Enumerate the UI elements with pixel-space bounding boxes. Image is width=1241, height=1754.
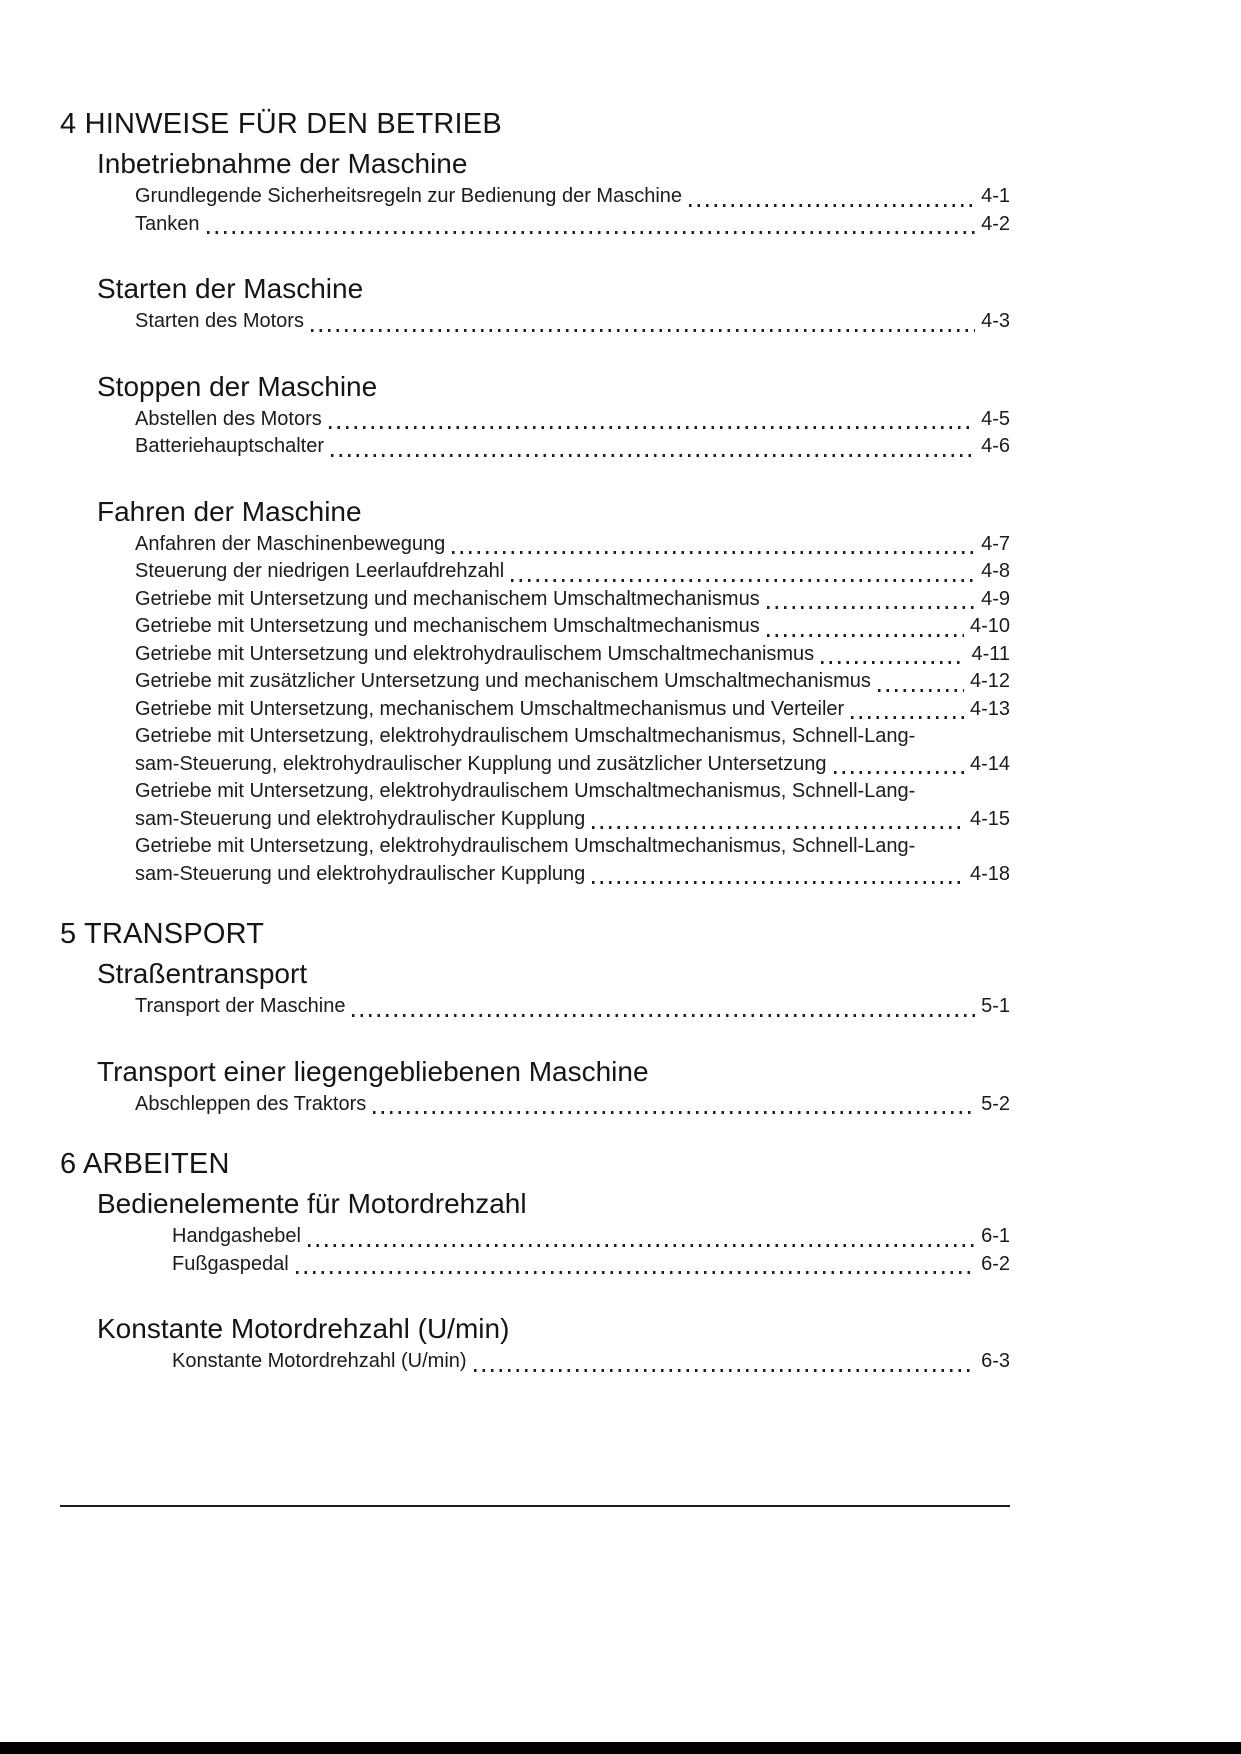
toc-group (60, 1187, 1010, 1278)
group-heading: Transport einer liegengebliebenen Maschine (97, 1055, 649, 1087)
toc-entry-label: sam-Steuerung und elektrohydraulischer Kupplung (135, 862, 586, 885)
toc-entry-page-number: 4-2 (981, 212, 1010, 235)
dot-leader (592, 881, 964, 884)
toc-entry (172, 1348, 1010, 1376)
toc-entry-page-number: 4-3 (981, 310, 1010, 332)
toc-entry-page-number: 4-18 (969, 862, 1010, 885)
toc-entry (135, 183, 1010, 211)
dot-leader (821, 661, 965, 664)
toc-entry-row (135, 406, 1010, 434)
chapter (60, 1146, 1010, 1376)
dot-leader (592, 826, 964, 829)
toc-entry-label: Fußgaspedal (172, 1252, 289, 1275)
toc-entry-label: Handgashebel (172, 1225, 301, 1247)
toc-entry-row (135, 993, 1010, 1021)
toc-group (60, 1312, 1010, 1376)
toc-entry (135, 778, 1010, 833)
group-heading: Inbetriebnahme der Maschine (97, 148, 468, 179)
group-heading: Stoppen der Maschine (97, 370, 378, 402)
toc-entry-label: sam-Steuerung, elektrohydraulischer Kupplung und zusätzlicher Untersetzung (135, 752, 827, 775)
toc-entry (135, 406, 1010, 434)
toc-entry-row (135, 668, 1010, 696)
toc-entry (135, 668, 1010, 696)
toc-entry-label: Konstante Motordrehzahl (U/min) (172, 1350, 467, 1372)
toc-entry-page-number: 4-11 (971, 642, 1010, 665)
toc-entry (135, 723, 1010, 778)
toc-entry-label: Batteriehauptschalter (135, 435, 325, 457)
group-heading: Starten der Maschine (97, 273, 364, 304)
toc-group (60, 1055, 1010, 1119)
toc-entry-row (135, 211, 1010, 239)
toc-entry-page-number: 5-2 (981, 1092, 1010, 1115)
chapter (60, 106, 1010, 888)
toc-entry (172, 1251, 1010, 1279)
dot-leader (207, 231, 976, 234)
toc-entry-page-number: 4-10 (969, 615, 1010, 637)
toc-entry-wrapped-line: Getriebe mit Untersetzung, elektrohydraulischem Umschaltmechanismus, Schnell-Lang- (135, 725, 916, 747)
group-heading: Straßentransport (97, 958, 308, 989)
toc-entry-page-number: 4-8 (981, 560, 1010, 582)
toc-entry-page-number: 6-2 (981, 1252, 1010, 1275)
toc-entry-label: Getriebe mit Untersetzung und elektrohydraulischem Umschaltmechanismus (135, 642, 815, 665)
toc-entry-page-number: 4-7 (981, 532, 1010, 555)
toc-entry (172, 1223, 1010, 1251)
dot-leader (352, 1014, 975, 1017)
dot-leader (767, 606, 975, 609)
toc-entry-label: Steuerung der niedrigen Leerlaufdrehzahl (135, 560, 505, 582)
toc-entry-label: Tanken (135, 212, 200, 235)
toc-entry-label: Abschleppen des Traktors (135, 1092, 367, 1115)
toc-entry-label: Abstellen des Motors (135, 407, 322, 430)
toc-entry-row (135, 1091, 1010, 1119)
toc-entry-page-number: 4-13 (969, 697, 1010, 720)
toc-entry-row (135, 696, 1010, 724)
toc-entry (135, 558, 1010, 586)
dot-leader (511, 579, 975, 582)
toc-entry-row (172, 1223, 1010, 1251)
toc-entry (135, 433, 1010, 461)
toc-entry (135, 586, 1010, 614)
toc-entry-row (135, 751, 1010, 779)
group-heading: Konstante Motordrehzahl (U/min) (97, 1313, 510, 1344)
toc-entry-label: sam-Steuerung und elektrohydraulischer Kupplung (135, 807, 586, 830)
page-edge-bar (0, 1742, 1241, 1754)
dot-leader (373, 1111, 975, 1114)
dot-leader (311, 329, 975, 332)
dot-leader (329, 426, 975, 429)
toc-entry (135, 833, 1010, 888)
toc-entry-page-number: 4-14 (969, 752, 1010, 775)
footer-rule (60, 1505, 1010, 1507)
dot-leader (878, 689, 964, 692)
toc-entry-row (135, 861, 1010, 889)
chapter-title: 6 ARBEITEN (60, 1148, 230, 1180)
toc-entry-label: Starten des Motors (135, 310, 304, 332)
dot-leader (308, 1244, 975, 1247)
toc-entry-page-number: 4-12 (969, 670, 1010, 692)
toc-entry-page-number: 6-3 (981, 1350, 1010, 1372)
toc-entry (135, 211, 1010, 239)
toc-entry-wrapped-line: Getriebe mit Untersetzung, elektrohydraulischem Umschaltmechanismus, Schnell-Lang- (135, 780, 916, 802)
toc-entry-row (135, 308, 1010, 336)
dot-leader (452, 551, 975, 554)
toc-entry (135, 531, 1010, 559)
toc-entry (135, 993, 1010, 1021)
toc-entry-page-number: 6-1 (981, 1225, 1010, 1247)
toc-entry-page-number: 4-15 (969, 807, 1010, 830)
dot-leader (296, 1271, 975, 1274)
toc-entry-row (135, 641, 1010, 669)
toc-entry-wrapped-line: Getriebe mit Untersetzung, elektrohydraulischem Umschaltmechanismus, Schnell-Lang- (135, 835, 916, 857)
chapter-title: 5 TRANSPORT (60, 918, 265, 950)
toc-entry-row (135, 433, 1010, 461)
toc-entry-row (135, 806, 1010, 834)
toc-entry-row (135, 613, 1010, 641)
toc-entry-page-number: 4-9 (981, 587, 1010, 610)
toc-entry-page-number: 4-1 (981, 185, 1010, 207)
toc-entry-page-number: 4-6 (981, 435, 1010, 457)
toc-group (60, 147, 1010, 238)
toc-group (60, 370, 1010, 461)
dot-leader (689, 204, 975, 207)
group-heading: Bedienelemente für Motordrehzahl (97, 1188, 527, 1219)
toc-entry (135, 1091, 1010, 1119)
toc-group (60, 495, 1010, 889)
toc-entry-row (135, 558, 1010, 586)
dot-leader (331, 454, 975, 457)
toc-entry-label: Anfahren der Maschinenbewegung (135, 532, 446, 555)
toc-entry-label: Getriebe mit Untersetzung und mechanischem Umschaltmechanismus (135, 615, 760, 637)
chapter (60, 916, 1010, 1118)
toc-entry-row (135, 531, 1010, 559)
toc-entry (135, 641, 1010, 669)
toc-entry-row (172, 1251, 1010, 1279)
toc-entry-row (135, 586, 1010, 614)
toc-entry-page-number: 4-5 (981, 407, 1010, 430)
toc-entry-label: Getriebe mit Untersetzung und mechanischem Umschaltmechanismus (135, 587, 760, 610)
toc-group (60, 272, 1010, 336)
dot-leader (474, 1369, 976, 1372)
toc-entry (135, 696, 1010, 724)
toc-entry (135, 308, 1010, 336)
dot-leader (834, 771, 964, 774)
group-heading: Fahren der Maschine (97, 495, 362, 527)
toc-entry-label: Grundlegende Sicherheitsregeln zur Bedienung der Maschine (135, 185, 683, 207)
toc-entry-page-number: 5-1 (981, 995, 1010, 1017)
chapter-title: 4 HINWEISE FÜR DEN BETRIEB (60, 108, 502, 140)
toc-entry-label: Getriebe mit Untersetzung, mechanischem Umschaltmechanismus und Verteiler (135, 697, 845, 720)
dot-leader (851, 716, 964, 719)
toc-entry (135, 613, 1010, 641)
toc-entry-row (172, 1348, 1010, 1376)
dot-leader (767, 634, 964, 637)
toc-entry-label: Getriebe mit zusätzlicher Untersetzung und mechanischem Umschaltmechanismus (135, 670, 871, 692)
toc-entry-row (135, 183, 1010, 211)
toc-entry-label: Transport der Maschine (135, 995, 346, 1017)
toc-group (60, 957, 1010, 1021)
